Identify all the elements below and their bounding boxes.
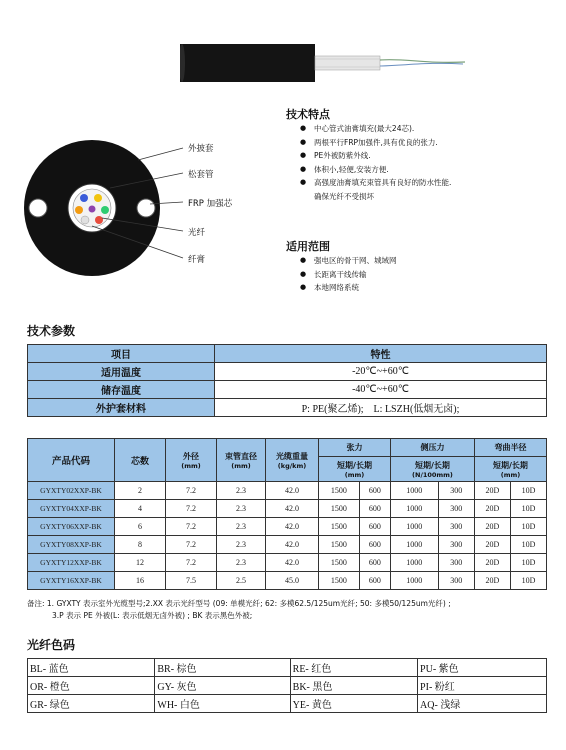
feature-item: ● 高强度油膏填充束管具有良好的防水性能. xyxy=(300,176,451,190)
color-code-cell: BR- 棕色 xyxy=(155,659,290,677)
cell-b-l: 10D xyxy=(510,500,546,518)
cell-cores: 12 xyxy=(115,554,166,572)
color-code-cell: YE- 黄色 xyxy=(290,695,417,713)
header-bend: 弯曲半径 xyxy=(474,439,546,457)
color-code-cell: BL- 蓝色 xyxy=(28,659,155,677)
feature-item: ● 两根平行FRP加强件,具有优良的张力. xyxy=(300,136,451,150)
cell-weight: 42.0 xyxy=(266,482,319,500)
cell-c-l: 300 xyxy=(438,518,474,536)
header-crush-sub xyxy=(391,457,475,482)
cell-t-l: 600 xyxy=(359,482,390,500)
cell-od: 7.2 xyxy=(166,518,217,536)
color-code-cell: PI- 粉红 xyxy=(418,677,547,695)
header-bend-sub xyxy=(474,457,546,482)
header-weight-label: 光缆重量 xyxy=(276,451,308,461)
cell-c-s: 1000 xyxy=(391,482,439,500)
color-code-cell: WH- 白色 xyxy=(155,695,290,713)
color-code-cell: GY- 灰色 xyxy=(155,677,290,695)
product-table xyxy=(27,438,547,590)
header-tension-sub-label: 短期/长期 xyxy=(337,460,372,470)
color-code-cell: GR- 绿色 xyxy=(28,695,155,713)
cell-c-s: 1000 xyxy=(391,536,439,554)
cell-weight: 42.0 xyxy=(266,500,319,518)
cell-c-l: 300 xyxy=(438,482,474,500)
table-row xyxy=(28,500,547,518)
params-label: 适用温度 xyxy=(28,363,215,381)
table-row xyxy=(28,536,547,554)
cell-b-s: 20D xyxy=(474,482,510,500)
params-table xyxy=(27,344,547,417)
header-bend-sub-label: 短期/长期 xyxy=(493,460,528,470)
notes xyxy=(27,598,562,622)
params-label: 外护套材料 xyxy=(28,399,215,417)
cell-c-s: 1000 xyxy=(391,518,439,536)
cell-b-l: 10D xyxy=(510,482,546,500)
cell-weight: 45.0 xyxy=(266,572,319,590)
header-od-unit: (mm) xyxy=(181,461,201,470)
cell-b-l: 10D xyxy=(510,518,546,536)
cell-weight: 42.0 xyxy=(266,536,319,554)
cell-weight: 42.0 xyxy=(266,518,319,536)
cell-b-l: 10D xyxy=(510,554,546,572)
application-item: ● 本地网络系统 xyxy=(300,281,397,295)
color-code-cell: RE- 红色 xyxy=(290,659,417,677)
feature-item: ● 中心管式油膏填充(最大24芯). xyxy=(300,122,451,136)
cell-t-l: 600 xyxy=(359,500,390,518)
header-weight-unit: (kg/km) xyxy=(277,461,307,470)
params-value: -20℃~+60℃ xyxy=(215,363,547,381)
cell-t-s: 1500 xyxy=(319,518,360,536)
header-crush: 侧压力 xyxy=(391,439,475,457)
cell-c-s: 1000 xyxy=(391,572,439,590)
cell-t-s: 1500 xyxy=(319,482,360,500)
header-tube xyxy=(217,439,266,482)
cell-tube: 2.3 xyxy=(217,518,266,536)
cell-od: 7.5 xyxy=(166,572,217,590)
cell-od: 7.2 xyxy=(166,500,217,518)
table-row xyxy=(28,518,547,536)
table-row xyxy=(28,572,547,590)
cell-code: GYXTY16XXP-BK xyxy=(28,572,115,590)
cell-od: 7.2 xyxy=(166,536,217,554)
cell-t-l: 600 xyxy=(359,536,390,554)
cell-b-s: 20D xyxy=(474,518,510,536)
cell-code: GYXTY04XXP-BK xyxy=(28,500,115,518)
color-code-cell: PU- 紫色 xyxy=(418,659,547,677)
colors-title: 光纤色码 xyxy=(27,638,76,652)
header-od xyxy=(166,439,217,482)
cell-c-s: 1000 xyxy=(391,500,439,518)
header-crush-sub-label: 短期/长期 xyxy=(415,460,450,470)
header-tube-label: 束管直径 xyxy=(225,451,257,461)
note-line: 3.P 表示 PE 外被(L: 表示低烟无卤外被) ; BK 表示黑色外被; xyxy=(52,611,253,620)
cell-cores: 8 xyxy=(115,536,166,554)
callout-loose-tube: 松套管 xyxy=(188,170,214,180)
cell-t-s: 1500 xyxy=(319,500,360,518)
header-tension: 张力 xyxy=(319,439,391,457)
feature-item: ● PE外被防紫外线. xyxy=(300,149,451,163)
cell-tube: 2.3 xyxy=(217,500,266,518)
cell-cores: 4 xyxy=(115,500,166,518)
features-list xyxy=(300,122,451,203)
note-line: 备注: 1. GYXTY 表示室外光缆型号;2.XX 表示光纤型号 (09: 单模光纤; 62: 多模62.5/125um光纤; 50: 多模50/125um光纤) ; xyxy=(27,599,451,608)
cell-code: GYXTY06XXP-BK xyxy=(28,518,115,536)
header-od-label: 外径 xyxy=(183,451,199,461)
table-row xyxy=(28,482,547,500)
cell-tube: 2.3 xyxy=(217,554,266,572)
params-value: P: PE(聚乙烯); L: LSZH(低烟无卤); xyxy=(215,399,547,417)
cell-c-l: 300 xyxy=(438,554,474,572)
color-code-table xyxy=(27,658,547,713)
cell-t-s: 1500 xyxy=(319,572,360,590)
cell-c-l: 300 xyxy=(438,536,474,554)
color-code-cell: BK- 黑色 xyxy=(290,677,417,695)
params-label: 储存温度 xyxy=(28,381,215,399)
cell-c-l: 300 xyxy=(438,500,474,518)
feature-item: ● 体积小,轻便,安装方便. xyxy=(300,163,451,177)
header-code: 产品代码 xyxy=(28,439,115,482)
cell-b-l: 10D xyxy=(510,572,546,590)
header-tube-unit: (mm) xyxy=(231,461,251,470)
applications-list xyxy=(300,254,397,295)
params-header-item: 项目 xyxy=(28,345,215,363)
cell-code: GYXTY08XXP-BK xyxy=(28,536,115,554)
callout-gel: 纤膏 xyxy=(188,255,206,265)
cell-c-s: 1000 xyxy=(391,554,439,572)
cell-code: GYXTY12XXP-BK xyxy=(28,554,115,572)
header-bend-unit: (mm) xyxy=(500,470,521,479)
cell-tube: 2.3 xyxy=(217,482,266,500)
callout-fiber: 光纤 xyxy=(188,228,206,238)
cell-t-l: 600 xyxy=(359,554,390,572)
cell-t-s: 1500 xyxy=(319,554,360,572)
cell-cores: 2 xyxy=(115,482,166,500)
cell-od: 7.2 xyxy=(166,482,217,500)
header-cores: 芯数 xyxy=(115,439,166,482)
cell-t-l: 600 xyxy=(359,572,390,590)
header-tension-sub xyxy=(319,457,391,482)
color-code-cell: OR- 橙色 xyxy=(28,677,155,695)
cell-t-l: 600 xyxy=(359,518,390,536)
applications-title: 适用范围 xyxy=(286,240,330,253)
cell-b-s: 20D xyxy=(474,572,510,590)
cell-c-l: 300 xyxy=(438,572,474,590)
cell-weight: 42.0 xyxy=(266,554,319,572)
cell-b-s: 20D xyxy=(474,536,510,554)
cable-side-image xyxy=(180,38,470,88)
cell-b-l: 10D xyxy=(510,536,546,554)
header-weight xyxy=(266,439,319,482)
cell-cores: 16 xyxy=(115,572,166,590)
header-crush-unit: (N/100mm) xyxy=(412,470,453,479)
cell-tube: 2.3 xyxy=(217,536,266,554)
cell-od: 7.2 xyxy=(166,554,217,572)
features-title: 技术特点 xyxy=(286,108,330,121)
cell-cores: 6 xyxy=(115,518,166,536)
cell-b-s: 20D xyxy=(474,500,510,518)
params-value: -40℃~+60℃ xyxy=(215,381,547,399)
cell-t-s: 1500 xyxy=(319,536,360,554)
table-row xyxy=(28,554,547,572)
application-item: ● 长距离干线传输 xyxy=(300,268,397,282)
params-header-spec: 特性 xyxy=(215,345,547,363)
header-tension-unit: (mm) xyxy=(344,470,365,479)
callout-frp: FRP 加强芯 xyxy=(188,199,233,209)
color-code-cell: AQ- 浅绿 xyxy=(418,695,547,713)
params-title: 技术参数 xyxy=(27,324,76,338)
cell-tube: 2.5 xyxy=(217,572,266,590)
cable-cross-section-diagram xyxy=(18,118,188,298)
feature-item: 确保光纤不受损坏 xyxy=(314,191,374,201)
callout-jacket: 外披套 xyxy=(188,144,214,154)
application-item: ● 强电区的骨干网、城域网 xyxy=(300,254,397,268)
cell-code: GYXTY02XXP-BK xyxy=(28,482,115,500)
cell-b-s: 20D xyxy=(474,554,510,572)
